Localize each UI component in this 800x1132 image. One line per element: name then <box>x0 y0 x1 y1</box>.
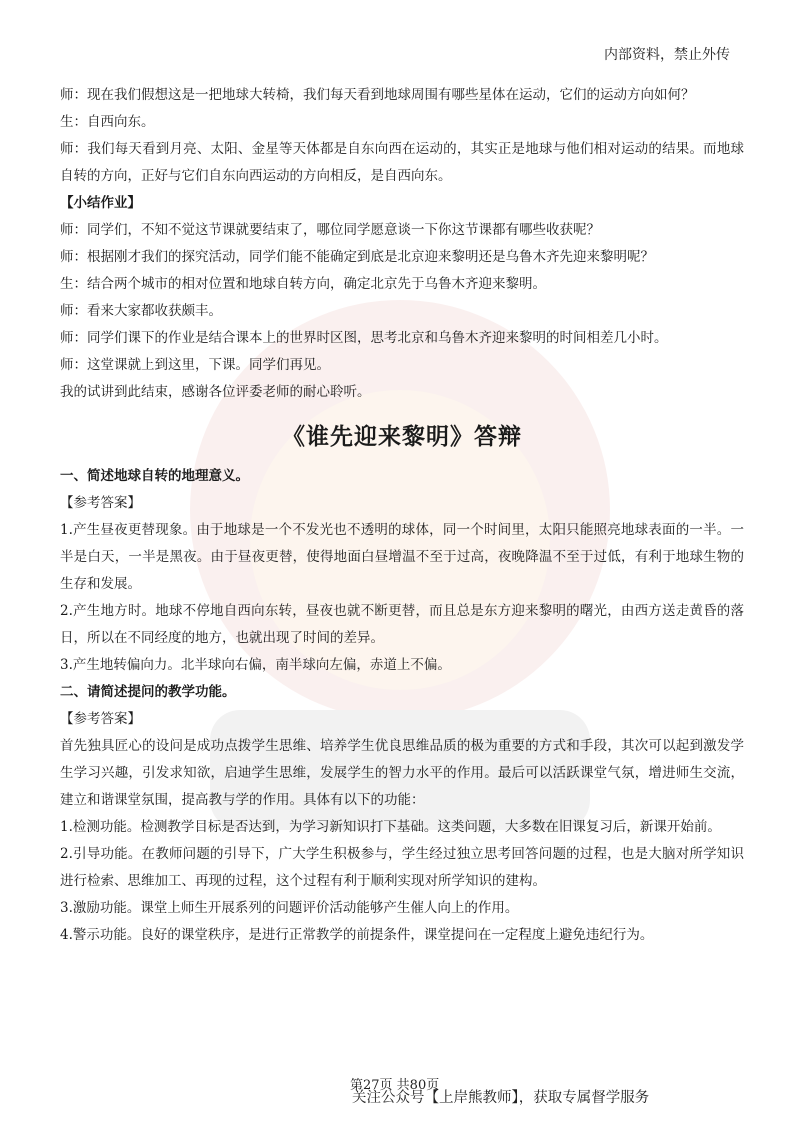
reference-answer-label: 【参考答案】 <box>60 495 141 511</box>
footer-note: 关注公众号【上岸熊教师】，获取专属督学服务 <box>352 1090 650 1106</box>
answer-item: 4.警示功能。良好的课堂秩序，是进行正常教学的前提条件，课堂提问在一定程度上避免违纪行为。 <box>60 927 654 943</box>
confidential-notice: 内部资料，禁止外传 <box>604 47 730 63</box>
document-body <box>60 82 744 949</box>
summary-line: 师：同学们课下的作业是结合课本上的世界时区图，思考北京和乌鲁木齐迎来黎明的时间相差几小时。 <box>60 330 668 346</box>
summary-line: 师：看来大家都收获颇丰。 <box>60 303 222 319</box>
dialogue-line: 师：现在我们假想这是一把地球大转椅，我们每天看到地球周围有哪些星体在运动，它们的运动方向如何？ <box>60 87 695 103</box>
answer-item: 1.产生昼夜更替现象。由于地球是一个不发光也不透明的球体，同一个时间里，太阳只能照亮地球表面的一半。一半是白天，一半是黑夜。由于昼夜更替，使得地面白昼增温不至于过高，夜晚降温不至于过低，有利于地球生物的生存和发展。 <box>60 522 744 592</box>
question-heading: 二、请简述提问的教学功能。 <box>60 684 236 700</box>
page-number: 第27页 共80页 <box>350 1078 440 1093</box>
summary-line: 我的试讲到此结束，感谢各位评委老师的耐心聆听。 <box>60 384 371 400</box>
reference-answer-label: 【参考答案】 <box>60 711 141 727</box>
answer-item: 3.激励功能。课堂上师生开展系列的问题评价活动能够产生催人向上的作用。 <box>60 900 519 916</box>
page-title: 《谁先迎来黎明》答辩 <box>282 423 522 450</box>
summary-line: 师：根据刚才我们的探究活动，同学们能不能确定到底是北京迎来黎明还是乌鲁木齐先迎来黎明呢？ <box>60 249 654 265</box>
question-heading: 一、简述地球自转的地理意义。 <box>60 468 249 484</box>
answer-item: 2.产生地方时。地球不停地自西向东转，昼夜也就不断更替，而且总是东方迎来黎明的曙光，由西方送走黄昏的落日，所以在不同经度的地方，也就出现了时间的差异。 <box>60 603 744 646</box>
answer-item: 2.引导功能。在教师问题的引导下，广大学生积极参与，学生经过独立思考回答问题的过程，也是大脑对所学知识进行检索、思维加工、再现的过程，这个过程有利于顺利实现对所学知识的建构。 <box>60 846 744 889</box>
answer-item: 3.产生地转偏向力。北半球向右偏，南半球向左偏，赤道上不偏。 <box>60 657 451 673</box>
summary-line: 师：同学们，不知不觉这节课就要结束了，哪位同学愿意谈一下你这节课都有哪些收获呢？ <box>60 222 600 238</box>
dialogue-line: 生：自西向东。 <box>60 114 155 130</box>
answer-item: 1.检测功能。检测教学目标是否达到，为学习新知识打下基础。这类问题，大多数在旧课复习后，新课开始前。 <box>60 819 721 835</box>
summary-line: 生：结合两个城市的相对位置和地球自转方向，确定北京先于乌鲁木齐迎来黎明。 <box>60 276 546 292</box>
summary-heading: 【小结作业】 <box>60 195 141 211</box>
answer-item: 首先独具匠心的设问是成功点拨学生思维、培养学生优良思维品质的极为重要的方式和手段，其次可以起到激发学生学习兴趣，引发求知欲，启迪学生思维，发展学生的智力水平的作用。最后可以活跃课堂气氛，增进师生交流，建立和谐课堂氛围，提高教与学的作用。具体有以下的功能： <box>60 738 744 808</box>
summary-line: 师：这堂课就上到这里，下课。同学们再见。 <box>60 357 330 373</box>
dialogue-line: 师：我们每天看到月亮、太阳、金星等天体都是自东向西在运动的，其实正是地球与他们相对运动的结果。而地球自转的方向，正好与它们自东向西运动的方向相反，是自西向东。 <box>60 141 744 184</box>
